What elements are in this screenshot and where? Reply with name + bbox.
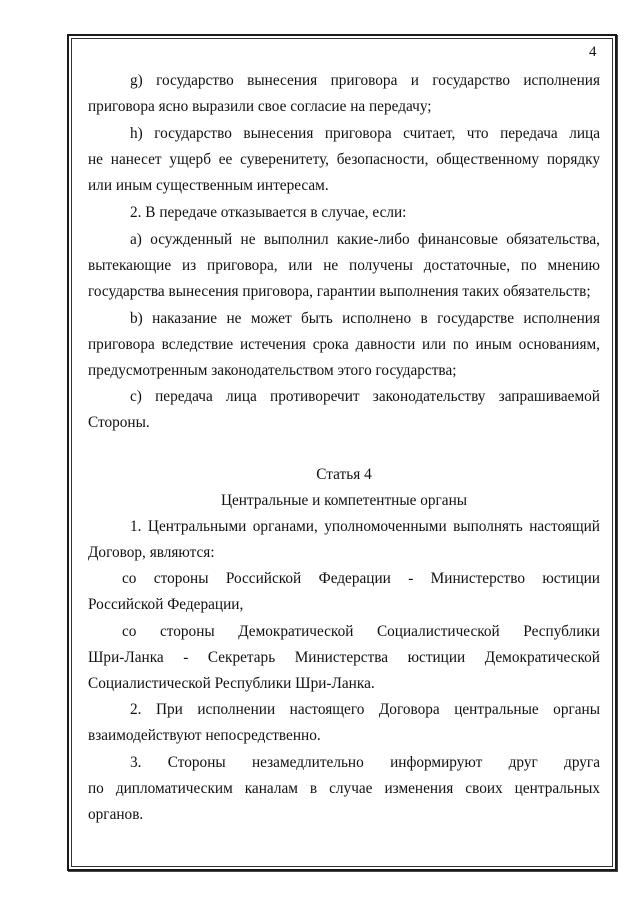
article-p3-line-1: 3. Стороны незамедлительно информируют друг друга xyxy=(130,754,600,771)
item-c-line-2: Стороны. xyxy=(88,414,150,431)
page-number: 4 xyxy=(589,44,597,60)
article-p1-line-2: Договор, являются: xyxy=(88,544,215,561)
paragraph-h-line-1: h) государство вынесения приговора считает, что передача лица xyxy=(130,125,600,142)
article-p1-line-1: 1. Центральными органами, уполномоченными выполнять настоящий xyxy=(130,518,600,535)
item-b-line-1: b) наказание не может быть исполнено в государстве исполнения xyxy=(130,310,600,327)
item-c-line-1: с) передача лица противоречит законодательству запрашиваемой xyxy=(130,388,600,405)
sl-line-2: Шри-Ланка - Секретарь Министерства юстиции Демократической xyxy=(88,649,600,666)
article-number: Статья 4 xyxy=(316,466,372,483)
item-b-line-3: предусмотренным законодательством этого государства; xyxy=(88,362,457,379)
sl-line-3: Социалистической Республики Шри-Ланка. xyxy=(88,675,375,692)
article-p2-line-1: 2. При исполнении настоящего Договора центральные органы xyxy=(130,701,600,718)
rf-line-2: Российской Федерации, xyxy=(88,596,244,613)
rf-line-1: со стороны Российской Федерации - Министерство юстиции xyxy=(122,570,600,587)
sl-line-1: со стороны Демократической Социалистической Республики xyxy=(122,623,600,640)
item-a-line-3: государства вынесения приговора, гарантии выполнения таких обязательств; xyxy=(88,283,591,300)
article-p3-line-2: по дипломатическим каналам в случае изменения своих центральных xyxy=(88,780,600,797)
article-p3-line-3: органов. xyxy=(88,806,144,823)
paragraph-g-line-1: g) государство вынесения приговора и государство исполнения xyxy=(130,72,600,89)
paragraph-2: 2. В передаче отказывается в случае, если: xyxy=(130,204,407,221)
paragraph-h-line-3: или иным существенным интересам. xyxy=(88,177,329,194)
article-title: Центральные и компетентные органы xyxy=(220,492,468,509)
paragraph-g-line-2: приговора ясно выразили свое согласие на передачу; xyxy=(88,98,432,115)
item-a-line-1: а) осужденный не выполнил какие-либо финансовые обязательства, xyxy=(130,231,600,248)
item-a-line-2: вытекающие из приговора, или не получены достаточные, по мнению xyxy=(88,257,600,274)
article-p2-line-2: взаимодействуют непосредственно. xyxy=(88,727,321,744)
item-b-line-2: приговора вследствие истечения срока давности или по иным основаниям, xyxy=(88,336,600,353)
paragraph-h-line-2: не нанесет ущерб ее суверенитету, безопасности, общественному порядку xyxy=(88,151,600,168)
